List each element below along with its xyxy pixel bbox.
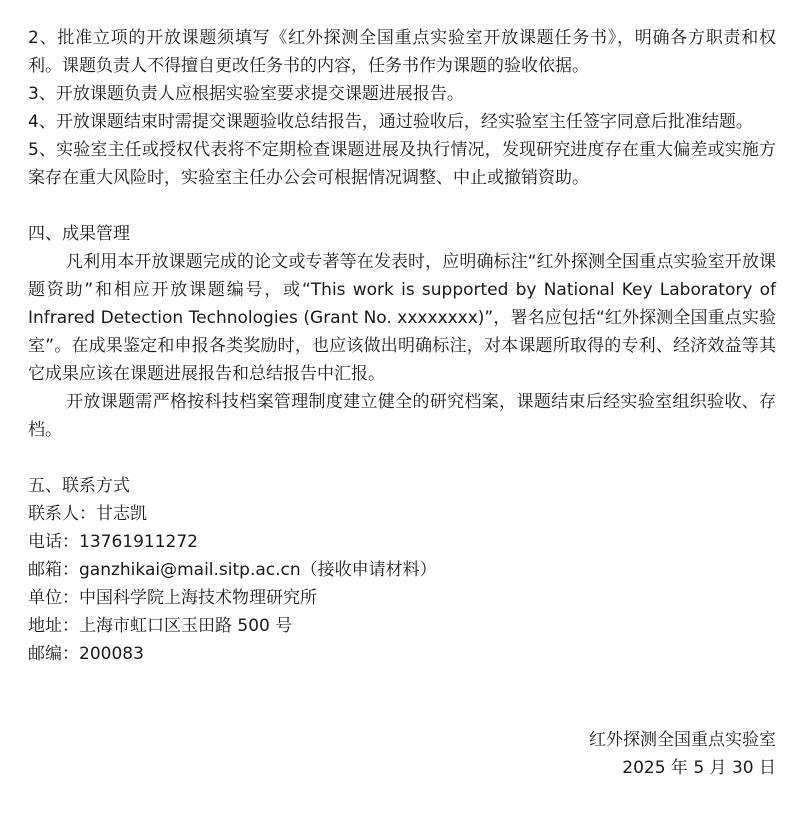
contact-label: 联系人： <box>28 504 96 524</box>
contact-label: 单位： <box>28 588 79 608</box>
contact-label: 电话： <box>28 532 79 552</box>
section-title-results: 四、成果管理 <box>28 224 130 244</box>
contact-address <box>28 612 776 640</box>
spacer <box>28 444 776 472</box>
contact-value: 200083 <box>79 644 144 664</box>
results-paragraph-2: 开放课题需严格按科技档案管理制度建立健全的研究档案，课题结束后经实验室组织验收、存档。 <box>28 392 776 440</box>
contact-value: ganzhikai@mail.sitp.ac.cn（接收申请材料） <box>79 560 437 580</box>
spacer <box>28 192 776 220</box>
contact-label: 邮箱： <box>28 560 79 580</box>
item-3: 3、开放课题负责人应根据实验室要求提交课题进展报告。 <box>28 84 464 104</box>
contact-value: 甘志凯 <box>96 504 147 524</box>
item-4: 4、开放课题结束时需提交课题验收总结报告，通过验收后，经实验室主任签字同意后批准结题。 <box>28 112 753 132</box>
contact-unit <box>28 584 776 612</box>
contact-value: 上海市虹口区玉田路 500 号 <box>79 616 293 636</box>
contact-value: 中国科学院上海技术物理研究所 <box>79 588 317 608</box>
signature-date: 2025 年 5 月 30 日 <box>622 758 776 778</box>
contact-postcode <box>28 640 776 668</box>
results-paragraph-1: 凡利用本开放课题完成的论文或专著等在发表时，应明确标注“红外探测全国重点实验室开放课题资助”和相应开放课题编号，或“This work is supported by National Key Laboratory of Infrared Detection Technologies (Grant No. xxxxxxxx)”，署名应包括“红外探测全国重点实验室”。在成果鉴定和申报各类奖励时，也应该做出明确标注，对本课题所取得的专利、经济效益等其它成果应该在课题进展报告和总结报告中汇报。 <box>28 252 776 384</box>
contact-label: 地址： <box>28 616 79 636</box>
contact-label: 邮编： <box>28 644 79 664</box>
contact-person <box>28 500 776 528</box>
contact-value: 13761911272 <box>79 532 198 552</box>
item-5: 5、实验室主任或授权代表将不定期检查课题进展及执行情况，发现研究进度存在重大偏差或实施方案存在重大风险时，实验室主任办公会可根据情况调整、中止或撤销资助。 <box>28 140 776 188</box>
contact-phone <box>28 528 776 556</box>
section-title-contact: 五、联系方式 <box>28 476 130 496</box>
item-2: 2、批准立项的开放课题须填写《红外探测全国重点实验室开放课题任务书》，明确各方职责和权利。课题负责人不得擅自更改任务书的内容，任务书作为课题的验收依据。 <box>28 28 776 76</box>
contact-email <box>28 556 776 584</box>
signature-organization: 红外探测全国重点实验室 <box>589 730 776 750</box>
